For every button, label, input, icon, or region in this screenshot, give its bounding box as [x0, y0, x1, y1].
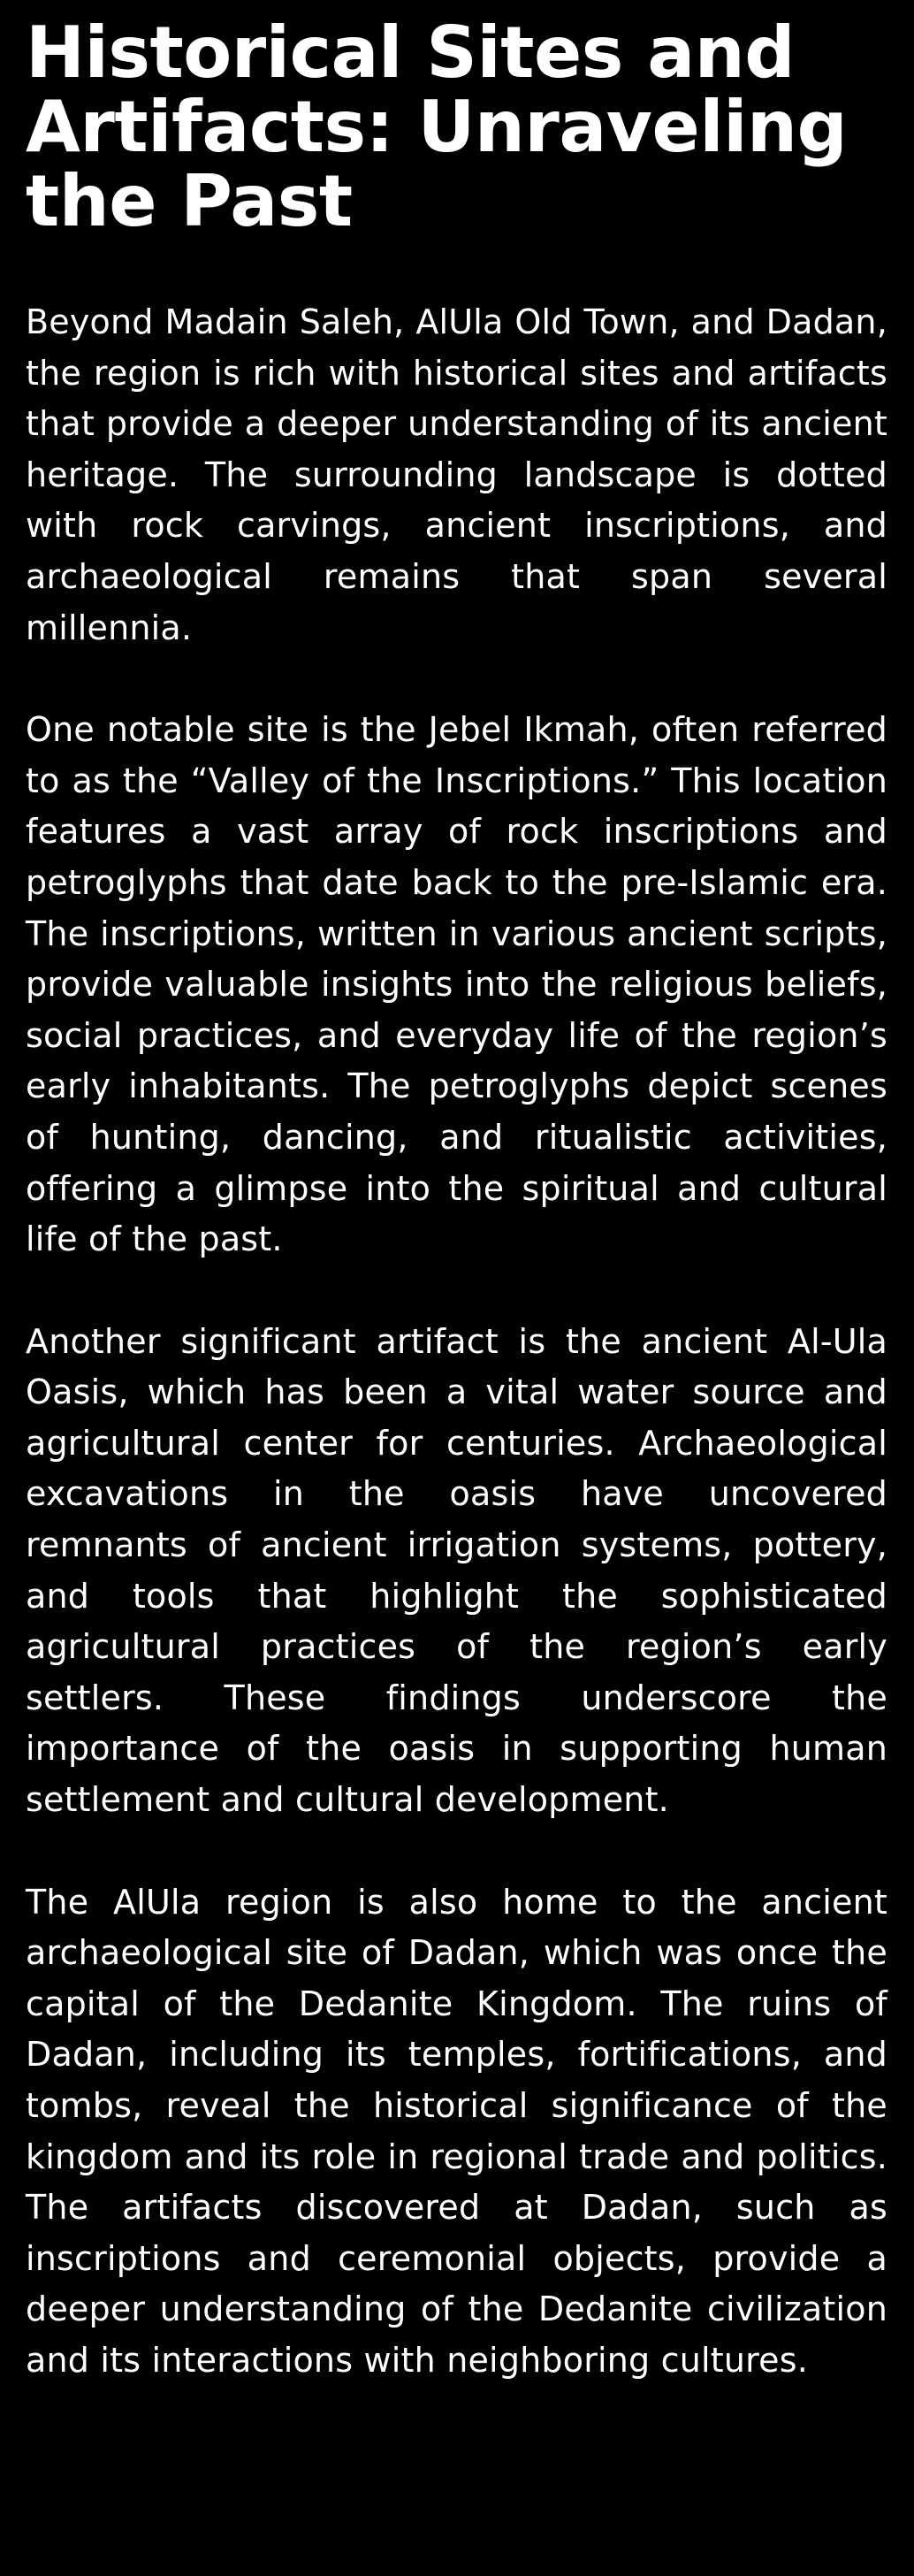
article-paragraph-3: Another significant artifact is the ancient Al-Ula Oasis, which has been a vital water source and agricultural center for centuries. Archaeological excavations in the oasis have uncovered remnants of ancient irrigation systems, pottery, and tools that highlight the sophisticated agricultural practices of the region’s early settlers. These findings underscore the importance of the oasis in supporting human settlement and cultural development. [26, 1321, 887, 1820]
article-title: Historical Sites and Artifacts: Unraveling the Past [26, 11, 848, 242]
article-paragraph-4: The AlUla region is also home to the ancient archaeological site of Dadan, which was once the capital of the Dedanite Kingdom. The ruins of Dadan, including its temples, fortifications, and tombs, reveal the historical significance of the kingdom and its role in regional trade and politics. The artifacts discovered at Dadan, such as inscriptions and ceremonial objects, provide a deeper understanding of the Dedanite civilization and its interactions with neighboring cultures. [26, 1882, 887, 2380]
article-paragraph-2: One notable site is the Jebel Ikmah, often referred to as the “Valley of the Inscriptions.” This location features a vast array of rock inscriptions and petroglyphs that date back to the pre-Islamic era. The inscriptions, written in various ancient scripts, provide valuable insights into the religious beliefs, social practices, and everyday life of the region’s early inhabitants. The petroglyphs depict scenes of hunting, dancing, and ritualistic activities, offering a glimpse into the spiritual and cultural life of the past. [26, 710, 887, 1259]
article-body [26, 297, 887, 2387]
article-paragraph-1: Beyond Madain Saleh, AlUla Old Town, and Dadan, the region is rich with historical sites and artifacts that provide a deeper understanding of its ancient heritage. The surrounding landscape is dotted with rock carvings, ancient inscriptions, and archaeological remains that span several millennia. [26, 302, 887, 647]
